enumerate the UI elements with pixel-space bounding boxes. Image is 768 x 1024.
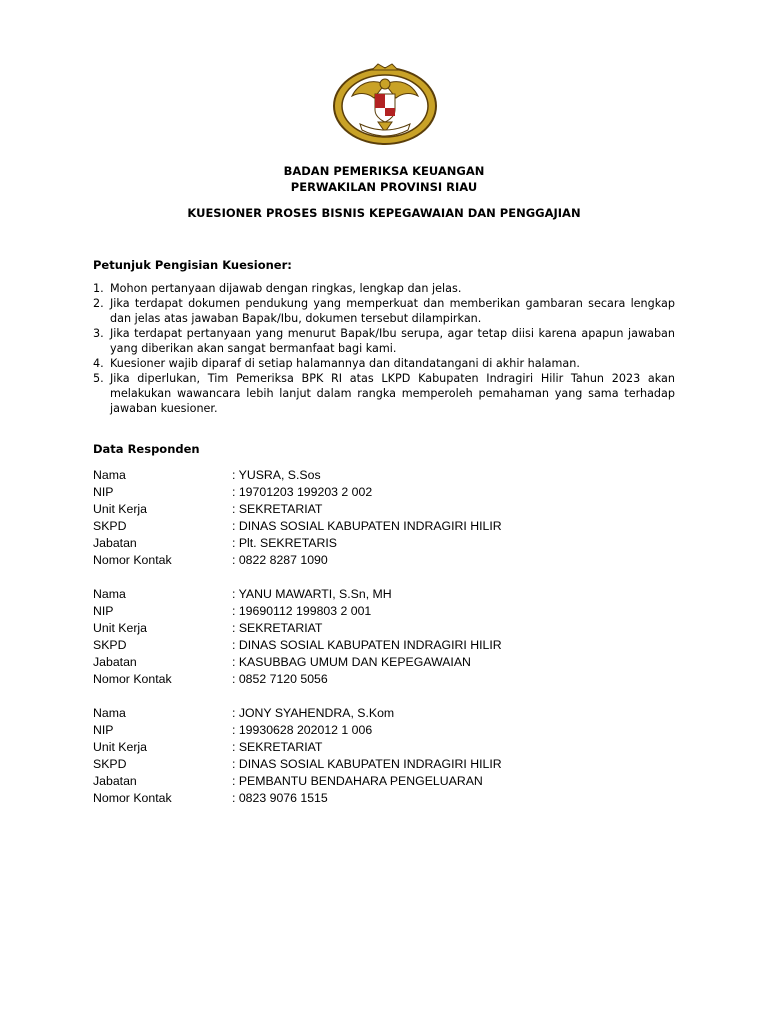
label-jabatan: Jabatan xyxy=(93,655,137,669)
value-kontak: : 0852 7120 5056 xyxy=(232,672,328,686)
label-skpd: SKPD xyxy=(93,519,127,533)
value-skpd: : DINAS SOSIAL KABUPATEN INDRAGIRI HILIR xyxy=(232,519,502,533)
org-name-line1: BADAN PEMERIKSA KEUANGAN xyxy=(283,164,485,178)
value-unit-kerja: : SEKRETARIAT xyxy=(232,621,323,635)
value-nip: : 19690112 199803 2 001 xyxy=(232,604,372,618)
instruction-number: 1. xyxy=(93,282,104,295)
label-skpd: SKPD xyxy=(93,757,127,771)
instruction-text: Jika terdapat pertanyaan yang menurut Bapak/Ibu serupa, agar tetap diisi karena apapun jawaban yang diberikan akan sangat bermanfaat bagi kami. xyxy=(110,327,675,355)
label-kontak: Nomor Kontak xyxy=(93,553,172,567)
org-name-line2: PERWAKILAN PROVINSI RIAU xyxy=(290,180,478,194)
value-nip: : 19930628 202012 1 006 xyxy=(232,723,373,737)
label-nip: NIP xyxy=(93,723,114,737)
label-kontak: Nomor Kontak xyxy=(93,791,172,805)
instruction-item xyxy=(93,326,675,356)
label-jabatan: Jabatan xyxy=(93,774,137,788)
label-nama: Nama xyxy=(93,706,126,720)
instruction-number: 2. xyxy=(93,297,104,310)
value-skpd: : DINAS SOSIAL KABUPATEN INDRAGIRI HILIR xyxy=(232,638,502,652)
label-nama: Nama xyxy=(93,587,126,601)
instruction-item xyxy=(93,371,675,416)
label-unit-kerja: Unit Kerja xyxy=(93,502,147,516)
instruction-text: Mohon pertanyaan dijawab dengan ringkas, lengkap dan jelas. xyxy=(110,282,462,295)
value-kontak: : 0823 9076 1515 xyxy=(232,791,328,805)
instruction-item xyxy=(93,281,675,296)
respondent-data-heading: Data Responden xyxy=(93,442,200,456)
instruction-text: Jika terdapat dokumen pendukung yang memperkuat dan memberikan gambaran secara lengkap dan jelas atas jawaban Bapak/Ibu, dokumen tersebut dilampirkan. xyxy=(110,297,675,325)
label-kontak: Nomor Kontak xyxy=(93,672,172,686)
instruction-number: 4. xyxy=(93,357,104,370)
label-jabatan: Jabatan xyxy=(93,536,137,550)
value-nama: : YUSRA, S.Sos xyxy=(232,468,321,482)
instructions-heading: Petunjuk Pengisian Kuesioner: xyxy=(93,258,292,272)
instruction-item xyxy=(93,356,675,371)
label-unit-kerja: Unit Kerja xyxy=(93,621,147,635)
instructions-list xyxy=(93,281,675,416)
value-skpd: : DINAS SOSIAL KABUPATEN INDRAGIRI HILIR xyxy=(232,757,502,771)
value-jabatan: : Plt. SEKRETARIS xyxy=(232,536,338,550)
document-title: KUESIONER PROSES BISNIS KEPEGAWAIAN DAN PENGGAJIAN xyxy=(187,206,581,220)
value-nama: : YANU MAWARTI, S.Sn, MH xyxy=(232,587,392,601)
value-jabatan: : PEMBANTU BENDAHARA PENGELUARAN xyxy=(232,774,483,788)
value-kontak: : 0822 8287 1090 xyxy=(232,553,328,567)
value-nip: : 19701203 199203 2 002 xyxy=(232,485,373,499)
instruction-item xyxy=(93,296,675,326)
label-nip: NIP xyxy=(93,604,114,618)
instruction-text: Jika diperlukan, Tim Pemeriksa BPK RI atas LKPD Kabupaten Indragiri Hilir Tahun 2023 akan melakukan wawancara lebih lanjut dalam rangka memperoleh pemahaman yang sama terhadap jawaban kuesioner. xyxy=(110,372,675,415)
label-unit-kerja: Unit Kerja xyxy=(93,740,147,754)
instruction-number: 5. xyxy=(93,372,104,385)
instruction-text: Kuesioner wajib diparaf di setiap halamannya dan ditandatangani di akhir halaman. xyxy=(110,357,580,370)
value-unit-kerja: : SEKRETARIAT xyxy=(232,502,323,516)
label-skpd: SKPD xyxy=(93,638,127,652)
value-nama: : JONY SYAHENDRA, S.Kom xyxy=(232,706,395,720)
bpk-emblem-logo xyxy=(330,62,440,148)
value-unit-kerja: : SEKRETARIAT xyxy=(232,740,323,754)
label-nip: NIP xyxy=(93,485,114,499)
instruction-number: 3. xyxy=(93,327,104,340)
label-nama: Nama xyxy=(93,468,126,482)
value-jabatan: : KASUBBAG UMUM DAN KEPEGAWAIAN xyxy=(232,655,471,669)
